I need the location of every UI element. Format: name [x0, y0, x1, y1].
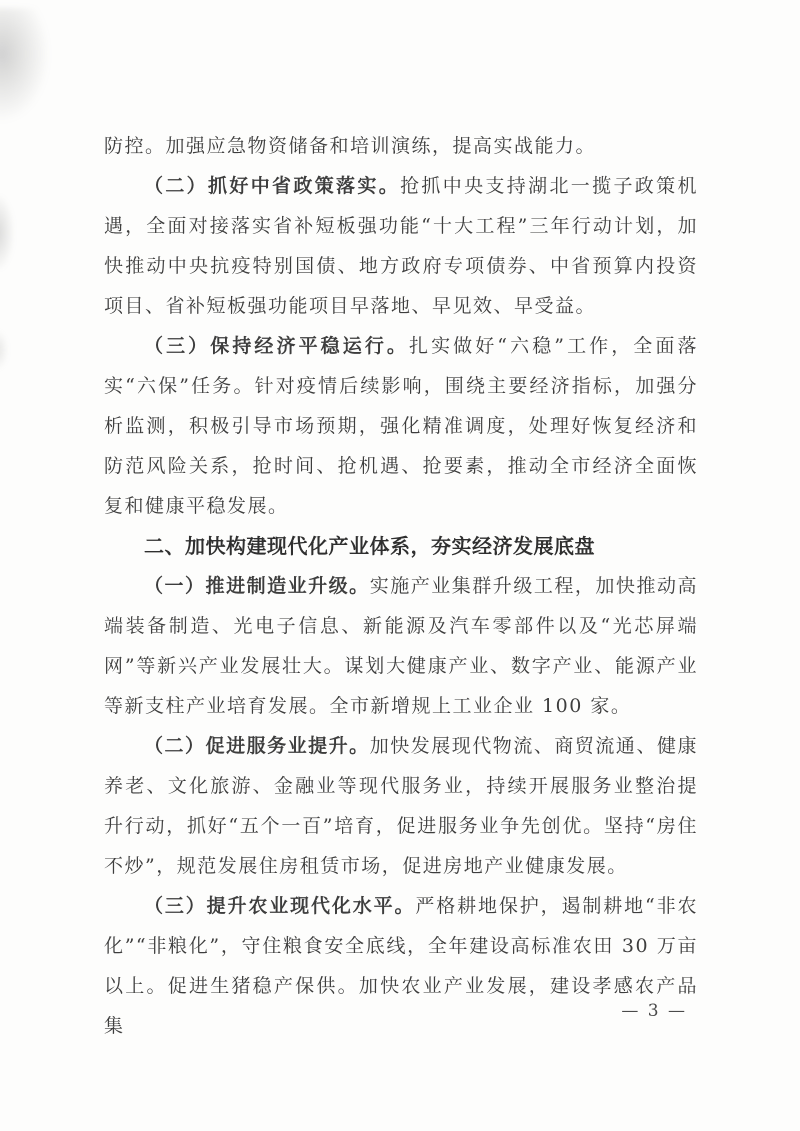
paragraph-services — [104, 726, 698, 886]
paragraph-lead: （二）促进服务业提升。 — [144, 735, 370, 757]
paragraph-continuation — [104, 126, 698, 166]
paragraph-text: 加快发展现代物流、商贸流通、健康养老、文化旅游、金融业等现代服务业，持续开展服务业整治提升行动，抓好“五个一百”培育，促进服务业争先创优。坚持“房住不炒”，规范发展住房租赁市场，促进房地产业健康发展。 — [104, 735, 698, 877]
scan-smudge — [0, 195, 14, 270]
scan-smudge — [0, 8, 50, 123]
paragraph-lead: （二）抓好中省政策落实。 — [144, 175, 401, 197]
paragraph-economic-stability — [104, 326, 698, 526]
paragraph-policy — [104, 166, 698, 326]
paragraph-text: 严格耕地保护，遏制耕地“非农化”“非粮化”，守住粮食安全底线，全年建设高标准农田 30 万亩以上。促进生猪稳产保供。加快农业产业发展，建设孝感农产品集 — [104, 895, 698, 1037]
document-body — [104, 126, 698, 1046]
paragraph-text: 扎实做好“六稳”工作，全面落实“六保”任务。针对疫情后续影响，围绕主要经济指标，加强分析监测，积极引导市场预期，强化精准调度，处理好恢复经济和防范风险关系，抢时间、抢机遇、抢要素，推动全市经济全面恢复和健康平稳发展。 — [104, 335, 698, 517]
paragraph-lead: （三）提升农业现代化水平。 — [144, 895, 416, 917]
paragraph-text: 防控。加强应急物资储备和培训演练，提高实战能力。 — [104, 135, 597, 157]
paragraph-manufacturing — [104, 566, 698, 726]
scan-smudge — [0, 330, 8, 370]
section-heading: 二、加快构建现代化产业体系，夯实经济发展底盘 — [144, 534, 595, 558]
page-number: — 3 — — [621, 1001, 687, 1021]
paragraph-agriculture — [104, 886, 698, 1046]
paragraph-text: 实施产业集群升级工程，加快推动高端装备制造、光电子信息、新能源及汽车零部件以及“光芯屏端网”等新兴产业发展壮大。谋划大健康产业、数字产业、能源产业等新支柱产业培育发展。全市新增规上工业企业 100 家。 — [104, 575, 698, 717]
paragraph-lead: （一）推进制造业升级。 — [144, 575, 370, 597]
paragraph-text: 抢抓中央支持湖北一揽子政策机遇，全面对接落实省补短板强功能“十大工程”三年行动计划，加快推动中央抗疫特别国债、地方政府专项债券、中省预算内投资项目、省补短板强功能项目早落地、早见效、早受益。 — [104, 175, 698, 317]
paragraph-lead: （三）保持经济平稳运行。 — [144, 335, 409, 357]
